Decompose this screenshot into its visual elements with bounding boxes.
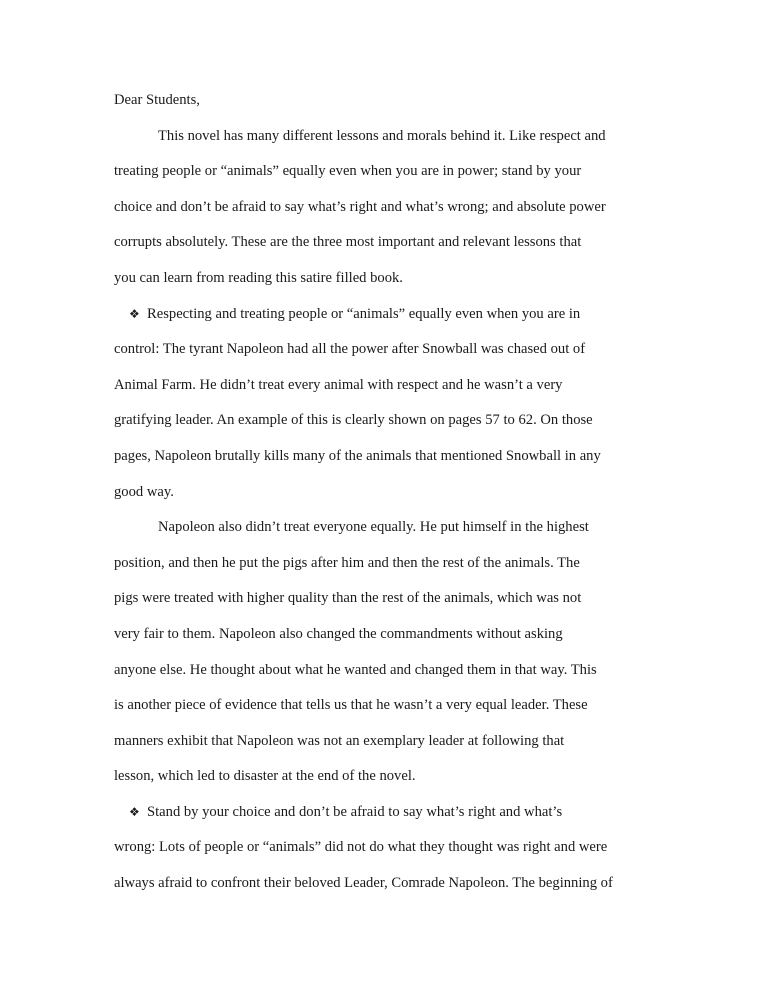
line-text: Respecting and treating people or “animals” equally even when you are in <box>147 305 581 322</box>
text-line <box>114 764 660 800</box>
text-line <box>114 515 660 551</box>
text-line <box>114 444 660 480</box>
bullet-line <box>114 800 660 836</box>
text-line <box>114 729 660 765</box>
text-line <box>114 124 660 160</box>
text-line <box>114 693 660 729</box>
text-line <box>114 871 660 907</box>
line-text: Napoleon also didn’t treat everyone equally. He put himself in the highest <box>158 519 589 536</box>
line-text: pigs were treated with higher quality than the rest of the animals, which was not <box>114 590 582 607</box>
line-text: control: The tyrant Napoleon had all the power after Snowball was chased out of <box>114 341 586 358</box>
paragraph-lines <box>114 124 660 907</box>
line-text: This novel has many different lessons and morals behind it. Like respect and <box>158 127 606 144</box>
line-text: very fair to them. Napoleon also changed the commandments without asking <box>114 625 563 642</box>
text-line <box>114 480 660 516</box>
line-text: is another piece of evidence that tells us that he wasn’t a very equal leader. These <box>114 697 588 714</box>
text-line <box>114 622 660 658</box>
text-line <box>114 551 660 587</box>
text-line <box>114 159 660 195</box>
text-line <box>114 586 660 622</box>
diamond-bullet-icon: ❖ <box>129 804 140 819</box>
line-text: corrupts absolutely. These are the three most important and relevant lessons that <box>114 234 582 251</box>
line-text: manners exhibit that Napoleon was not an exemplary leader at following that <box>114 732 565 749</box>
line-text: gratifying leader. An example of this is clearly shown on pages 57 to 62. On those <box>114 412 593 429</box>
text-line <box>114 266 660 302</box>
text-line <box>114 337 660 373</box>
line-text: Stand by your choice and don’t be afraid to say what’s right and what’s <box>147 803 563 820</box>
bullet-line <box>114 302 660 338</box>
text-line <box>114 373 660 409</box>
document-body <box>114 88 660 907</box>
salutation: Dear Students, <box>114 92 200 108</box>
diamond-bullet-icon: ❖ <box>129 306 140 321</box>
line-text: Animal Farm. He didn’t treat every animal with respect and he wasn’t a very <box>114 376 563 393</box>
line-text: wrong: Lots of people or “animals” did not do what they thought was right and were <box>114 839 608 856</box>
line-text: always afraid to confront their beloved Leader, Comrade Napoleon. The beginning of <box>114 875 613 892</box>
text-line <box>114 230 660 266</box>
line-text: you can learn from reading this satire filled book. <box>114 269 403 286</box>
line-text: choice and don’t be afraid to say what’s right and what’s wrong; and absolute power <box>114 198 606 215</box>
line-text: anyone else. He thought about what he wanted and changed them in that way. This <box>114 661 597 678</box>
line-text: good way. <box>114 483 174 500</box>
line-text: pages, Napoleon brutally kills many of the animals that mentioned Snowball in any <box>114 447 601 464</box>
line-text: position, and then he put the pigs after him and then the rest of the animals. The <box>114 554 580 571</box>
text-line <box>114 658 660 694</box>
text-line <box>114 195 660 231</box>
line-text: treating people or “animals” equally even when you are in power; stand by your <box>114 163 582 180</box>
text-line <box>114 835 660 871</box>
line-text: lesson, which led to disaster at the end of the novel. <box>114 768 416 785</box>
text-line <box>114 408 660 444</box>
